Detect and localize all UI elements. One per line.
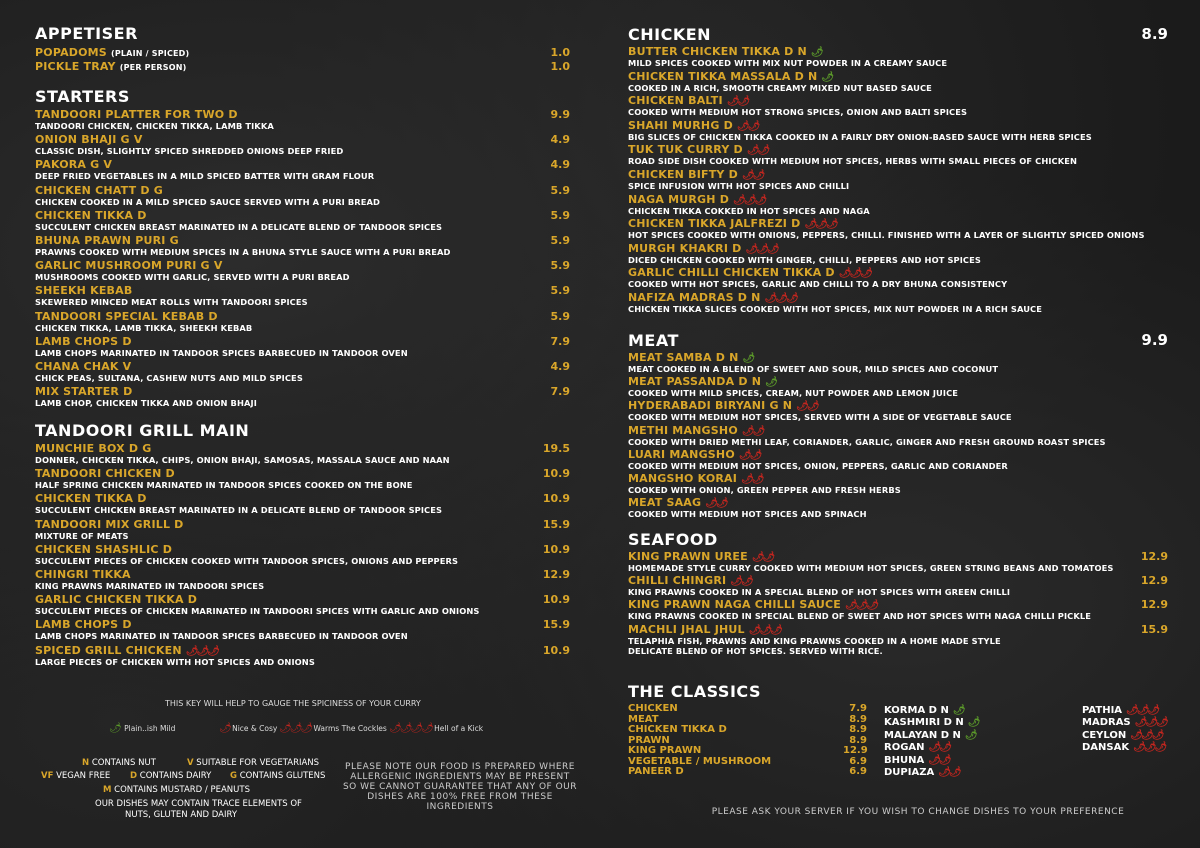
item-name: CHICKEN CHATT D G xyxy=(35,183,163,197)
item-desc: CLASSIC DISH, SLIGHTLY SPICED SHREDDED ONIONS DEEP FRIED xyxy=(35,146,344,157)
item-desc: DEEP FRIED VEGETABLES IN A MILD SPICED BATTER WITH GRAM FLOUR xyxy=(35,171,375,182)
menu-item xyxy=(35,46,570,59)
red-chili-icon: 🌶🌶 xyxy=(736,120,759,132)
spice-key-cosy xyxy=(215,723,277,734)
item-desc: SUCCULENT PIECES OF CHICKEN MARINATED IN TANDOORI SPICES WITH GARLIC AND ONIONS xyxy=(35,606,480,617)
item-desc: SKEWERED MINCED MEAT ROLLS WITH TANDOORI SPICES xyxy=(35,297,308,308)
item-desc: MEAT COOKED IN A BLEND OF SWEET AND SOUR, MILD SPICES AND COCONUT xyxy=(628,364,999,374)
classic-base-price: 8.9 xyxy=(849,713,867,725)
item-name: TANDOORI CHICKEN D xyxy=(35,467,175,481)
red-chili-icon: 🌶🌶 xyxy=(726,96,749,108)
classic-base-price: 7.9 xyxy=(849,703,867,714)
spice-key-label: Plain..ish Mild xyxy=(124,724,176,733)
item-name: GARLIC CHILLI CHICKEN TIKKA D xyxy=(628,266,835,280)
classic-style xyxy=(884,730,978,741)
item-name: CHICKEN SHASHLIC D xyxy=(35,542,173,556)
menu-item xyxy=(35,60,570,73)
item-desc: SUCCULENT CHICKEN BREAST MARINATED IN A DELICATE BLEND OF TANDOOR SPICES xyxy=(35,221,443,232)
item-desc: SUCCULENT CHICKEN BREAST MARINATED IN A DELICATE BLEND OF TANDOOR SPICES xyxy=(35,505,443,516)
red-chili-icon: 🌶🌶🌶 xyxy=(845,600,878,612)
red-chili-icon: 🌶🌶 xyxy=(741,474,763,485)
item-name: CHICKEN TIKKA D xyxy=(35,492,147,506)
green-chili-icon: 🌶 xyxy=(952,705,966,716)
classic-base-name: VEGETABLE / MUSHROOM xyxy=(628,755,772,767)
item-price: 7.9 xyxy=(550,385,570,399)
red-chili-icon: 🌶🌶 xyxy=(796,401,818,413)
menu-item xyxy=(35,158,570,181)
item-name: CHILLI CHINGRI xyxy=(628,574,727,588)
item-desc: CHICKEN TIKKA SLICES COOKED WITH HOT SPICES, MIX NUT POWDER IN A RICH SAUCE xyxy=(628,304,1043,314)
section-title-appetiser: APPETISER xyxy=(35,24,138,43)
red-chili-icon: 🌶🌶🌶🌶 xyxy=(389,723,432,734)
menu-item xyxy=(35,568,570,591)
item-desc: CHICK PEAS, SULTANA, CASHEW NUTS AND MILD SPICES xyxy=(35,373,303,383)
item-desc: LAMB CHOP, CHICKEN TIKKA AND ONION BHAJI xyxy=(35,398,257,409)
red-chili-icon: 🌶🌶 xyxy=(741,170,764,181)
item-desc: LARGE PIECES OF CHICKEN WITH HOT SPICES AND ONIONS xyxy=(35,656,315,667)
item-name: TANDOORI PLATTER FOR TWO D xyxy=(35,108,238,121)
classic-style xyxy=(1082,717,1167,728)
item-price: 12.9 xyxy=(542,568,570,581)
menu-item xyxy=(628,94,1168,117)
item-name: MANGSHO KORAI xyxy=(628,472,738,485)
menu-item xyxy=(35,209,570,232)
item-name: PAKORA G V xyxy=(35,158,113,172)
section-price-chicken: 8.9 xyxy=(1141,25,1168,43)
classic-style xyxy=(1082,730,1162,741)
item-desc: CHICKEN COOKED IN A MILD SPICED SAUCE SERVED WITH A PURI BREAD xyxy=(35,196,381,207)
menu-item xyxy=(628,399,1168,422)
menu-item xyxy=(628,242,1168,265)
item-desc: COOKED WITH MEDIUM HOT SPICES, ONION, PEPPERS, GARLIC AND CORIANDER xyxy=(628,460,1008,471)
classic-style-name: DANSAK xyxy=(1082,742,1130,754)
item-price: 4.9 xyxy=(550,158,570,172)
item-name: LAMB CHOPS D xyxy=(35,618,132,632)
classic-style xyxy=(1082,705,1158,716)
allergen-m: M CONTAINS MUSTARD / PEANUTS xyxy=(103,785,250,795)
menu-item xyxy=(628,119,1168,142)
spice-key-label: Nice & Cosy xyxy=(232,724,278,733)
menu-item xyxy=(628,496,1168,519)
menu-item xyxy=(35,108,570,131)
item-desc: HOT SPICES COOKED WITH ONIONS, PEPPERS, CHILLI. FINISHED WITH A LAYER OF SLIGHTLY SPICED ONIONS xyxy=(628,230,1145,241)
red-chili-icon: 🌶🌶🌶 xyxy=(764,293,797,304)
red-chili-icon: 🌶🌶🌶 xyxy=(1126,705,1159,716)
item-price: 15.9 xyxy=(542,517,570,531)
spice-key-label: Warms The Cockles xyxy=(313,724,387,733)
item-price: 1.0 xyxy=(550,60,570,73)
item-name: MACHLI JHAL JHUL xyxy=(628,622,745,636)
allergen-g: G CONTAINS GLUTENS xyxy=(230,771,326,781)
item-name: HYDERABADI BIRYANI G N xyxy=(628,399,793,413)
item-name: MEAT SAMBA D N xyxy=(628,351,739,364)
red-chili-icon: 🌶🌶🌶 xyxy=(733,194,766,206)
item-desc: PRAWNS COOKED WITH MEDIUM SPICES IN A BHUNA STYLE SAUCE WITH A PURI BREAD xyxy=(35,247,451,257)
menu-item xyxy=(628,351,1168,374)
item-price: 10.9 xyxy=(542,492,570,506)
menu-item xyxy=(35,310,570,333)
item-price: 12.9 xyxy=(1140,550,1168,563)
item-name: PICKLE TRAY xyxy=(35,60,116,73)
menu-item xyxy=(628,168,1168,191)
item-desc: ROAD SIDE DISH COOKED WITH MEDIUM HOT SPICES, HERBS WITH SMALL PIECES OF CHICKEN xyxy=(628,156,1078,167)
red-chili-icon: 🌶🌶 xyxy=(928,754,950,766)
item-price: 9.9 xyxy=(550,108,570,121)
item-name: KING PRAWN UREE xyxy=(628,550,748,563)
item-desc: BIG SLICES OF CHICKEN TIKKA COOKED IN A FAIRLY DRY ONION-BASED SAUCE WITH HERB SPICES xyxy=(628,131,1092,142)
note-line: ALLERGENIC INGREDIENTS MAY BE PRESENT xyxy=(350,772,570,782)
item-desc: HOMEMADE STYLE CURRY COOKED WITH MEDIUM HOT SPICES, GREEN STRING BEANS AND TOMATOES xyxy=(628,563,1114,573)
item-name: GARLIC CHICKEN TIKKA D xyxy=(35,593,198,607)
item-price: 12.9 xyxy=(1140,598,1168,612)
menu-item xyxy=(628,550,1168,573)
item-name: METHI MANGSHO xyxy=(628,423,738,437)
classic-base-name: MEAT xyxy=(628,713,659,725)
green-chili-icon: 🌶 xyxy=(964,729,978,741)
item-name: TANDOORI SPECIAL KEBAB D xyxy=(35,309,218,323)
classic-style-name: MALAYAN D N xyxy=(884,729,961,741)
section-title-grill: TANDOORI GRILL MAIN xyxy=(35,421,250,440)
item-desc: CHICKEN TIKKA, LAMB TIKKA, SHEEKH KEBAB xyxy=(35,322,253,333)
red-chili-icon: 🌶🌶 xyxy=(705,498,727,510)
item-name: TUK TUK CURRY D xyxy=(628,143,743,157)
item-sub: (PLAIN / SPICED) xyxy=(110,49,190,58)
item-price: 19.5 xyxy=(542,442,570,455)
classic-base-price: 6.9 xyxy=(849,755,867,767)
item-desc: KING PRAWNS MARINATED IN TANDOORI SPICES xyxy=(35,581,265,591)
classic-base-price: 8.9 xyxy=(849,724,867,735)
red-chili-icon: 🌶🌶🌶 xyxy=(1130,729,1163,741)
classic-style-name: BHUNA xyxy=(884,754,925,766)
classic-style-name: CEYLON xyxy=(1082,729,1127,741)
menu-item xyxy=(628,623,1168,656)
menu-item xyxy=(35,467,570,490)
spice-key-kick xyxy=(385,723,483,734)
footer-note: PLEASE ASK YOUR SERVER IF YOU WISH TO CHANGE DISHES TO YOUR PREFERENCE xyxy=(711,807,1125,817)
classic-base-name: CHICKEN xyxy=(628,703,678,714)
allergen-d: D CONTAINS DAIRY xyxy=(130,771,212,781)
classic-style-name: DUPIAZA xyxy=(884,767,935,778)
menu-item xyxy=(628,45,1168,68)
item-desc: SUCCULENT PIECES OF CHICKEN COOKED WITH TANDOOR SPICES, ONIONS AND PEPPERS xyxy=(35,555,459,566)
menu-item xyxy=(35,259,570,282)
menu-item xyxy=(628,598,1168,621)
red-chili-icon: 🌶🌶 xyxy=(938,767,960,778)
section-title-classics: THE CLASSICS xyxy=(628,682,761,701)
red-chili-icon: 🌶 xyxy=(219,723,230,734)
item-desc: COOKED WITH MILD SPICES, CREAM, NUT POWDER AND LEMON JUICE xyxy=(628,388,959,399)
menu-item xyxy=(628,291,1168,314)
trace-note-2: NUTS, GLUTEN AND DAIRY xyxy=(125,810,238,820)
red-chili-icon: 🌶🌶🌶 xyxy=(748,624,781,636)
item-name: ONION BHAJI G V xyxy=(35,133,143,147)
red-chili-icon: 🌶🌶🌶 xyxy=(185,645,218,657)
item-price: 5.9 xyxy=(550,309,570,323)
note-line: DISHES ARE 100% FREE FROM THESE INGREDIENTS xyxy=(367,792,553,812)
classic-base-price: 8.9 xyxy=(849,734,867,746)
item-price: 10.9 xyxy=(542,643,570,657)
classic-base-price: 12.9 xyxy=(843,745,868,756)
item-desc: COOKED WITH MEDIUM HOT STRONG SPICES, ONION AND BALTI SPICES xyxy=(628,107,968,118)
menu-item xyxy=(35,335,570,358)
classic-style-name: PATHIA xyxy=(1082,705,1123,716)
item-price: 5.9 xyxy=(550,208,570,222)
green-chili-icon: 🌶 xyxy=(742,353,756,364)
classic-style-name: KORMA D N xyxy=(884,705,949,716)
item-desc: TANDOORI CHICKEN, CHICKEN TIKKA, LAMB TIKKA xyxy=(35,121,274,131)
item-desc: DICED CHICKEN COOKED WITH GINGER, CHILLI, PEPPERS AND HOT SPICES xyxy=(628,254,981,265)
item-price: 4.9 xyxy=(550,360,570,373)
item-name: BUTTER CHICKEN TIKKA D N xyxy=(628,45,807,58)
item-name: MIX STARTER D xyxy=(35,385,133,399)
classic-base-price: 6.9 xyxy=(849,766,867,777)
green-chili-icon: 🌶 xyxy=(765,377,779,389)
item-desc: COOKED WITH MEDIUM HOT SPICES AND SPINACH xyxy=(628,509,867,520)
classic-style xyxy=(884,717,981,728)
item-name: CHANA CHAK V xyxy=(35,360,132,373)
classic-style xyxy=(1082,742,1165,753)
menu-item xyxy=(35,543,570,566)
item-price: 5.9 xyxy=(550,284,570,298)
item-name: KING PRAWN NAGA CHILLI SAUCE xyxy=(628,598,842,612)
menu-item xyxy=(35,518,570,541)
allergen-vf: VF VEGAN FREE xyxy=(41,771,111,781)
item-desc: COOKED WITH MEDIUM HOT SPICES, SERVED WITH A SIDE OF VEGETABLE SAUCE xyxy=(628,412,1012,423)
item-desc: COOKED WITH DRIED METHI LEAF, CORIANDER, GARLIC, GINGER AND FRESH GROUND ROAST SPICES xyxy=(628,436,1106,447)
please-note xyxy=(335,762,585,812)
classic-style-name: MADRAS xyxy=(1082,717,1131,729)
allergen-v: V SUITABLE FOR VEGETARIANS xyxy=(187,758,320,768)
menu-item xyxy=(628,472,1168,495)
item-price: 12.9 xyxy=(1140,574,1168,588)
menu-item xyxy=(35,385,570,408)
item-desc: LAMB CHOPS MARINATED IN TANDOOR SPICES BARBECUED IN TANDOOR OVEN xyxy=(35,631,408,642)
red-chili-icon: 🌶🌶🌶 xyxy=(838,268,871,280)
item-name: NAFIZA MADRAS D N xyxy=(628,291,761,304)
item-price: 5.9 xyxy=(550,183,570,197)
menu-item xyxy=(35,492,570,515)
item-name: LUARI MANGSHO xyxy=(628,447,735,461)
classic-style xyxy=(884,767,960,778)
menu-item xyxy=(35,133,570,156)
menu-item xyxy=(628,217,1168,240)
item-name: NAGA MURGH D xyxy=(628,192,730,206)
item-price: 10.9 xyxy=(542,542,570,556)
item-price: 5.9 xyxy=(550,234,570,247)
trace-note-1: OUR DISHES MAY CONTAIN TRACE ELEMENTS OF xyxy=(95,799,302,809)
item-price: 15.9 xyxy=(1140,622,1168,636)
item-name: MURGH KHAKRI D xyxy=(628,241,742,255)
item-price: 7.9 xyxy=(550,334,570,348)
red-chili-icon: 🌶🌶🌶 xyxy=(1133,742,1166,754)
item-desc: DONNER, CHICKEN TIKKA, CHIPS, ONION BHAJI, SAMOSAS, MASSALA SAUCE AND NAAN xyxy=(35,455,450,465)
item-price: 10.9 xyxy=(542,593,570,607)
menu-item xyxy=(628,70,1168,93)
item-name: CHICKEN TIKKA D xyxy=(35,208,147,222)
menu-item xyxy=(628,266,1168,289)
note-line: PLEASE NOTE OUR FOOD IS PREPARED WHERE xyxy=(345,762,575,772)
green-chili-icon: 🌶 xyxy=(810,47,824,58)
item-price: 15.9 xyxy=(542,618,570,632)
spice-key-label: Hell of a Kick xyxy=(434,724,484,733)
classic-style xyxy=(884,742,950,753)
item-desc: DELICATE BLEND OF HOT SPICES. SERVED WITH RICE. xyxy=(628,645,883,656)
item-price: 5.9 xyxy=(550,259,570,273)
classic-base-name: KING PRAWN xyxy=(628,745,702,756)
spice-key-mild xyxy=(105,723,175,734)
menu-item xyxy=(628,424,1168,447)
classic-style xyxy=(884,755,950,766)
item-price: 4.9 xyxy=(550,133,570,147)
classic-base-name: PANEER D xyxy=(628,766,684,777)
item-sub: (PER PERSON) xyxy=(119,63,187,72)
menu-item xyxy=(35,618,570,641)
item-desc: MUSHROOMS COOKED WITH GARLIC, SERVED WITH A PURI BREAD xyxy=(35,272,350,283)
red-chili-icon: 🌶🌶🌶 xyxy=(745,243,778,255)
note-line: SO WE CANNOT GUARANTEE THAT ANY OF OUR xyxy=(342,782,578,792)
classic-base-name: CHICKEN TIKKA D xyxy=(628,724,727,735)
item-desc: HALF SPRING CHICKEN MARINATED IN TANDOOR SPICES COOKED ON THE BONE xyxy=(35,480,413,491)
item-name: CHINGRI TIKKA xyxy=(35,568,131,581)
item-name: LAMB CHOPS D xyxy=(35,334,132,348)
menu-item xyxy=(35,593,570,616)
item-name: MEAT PASSANDA D N xyxy=(628,375,762,389)
menu-item xyxy=(35,184,570,207)
item-name: GARLIC MUSHROOM PURI G V xyxy=(35,259,223,273)
item-desc: TELAPHIA FISH, PRAWNS AND KING PRAWNS COOKED IN A HOME MADE STYLE xyxy=(628,635,1001,646)
item-price: 1.0 xyxy=(550,46,570,59)
classic-style-name: KASHMIRI D N xyxy=(884,717,964,729)
item-name: BHUNA PRAWN PURI G xyxy=(35,234,179,247)
item-name: SHEEKH KEBAB xyxy=(35,284,133,298)
item-desc: CHICKEN TIKKA COKKED IN HOT SPICES AND NAGA xyxy=(628,205,870,216)
red-chili-icon: 🌶🌶 xyxy=(928,742,950,754)
item-desc: LAMB CHOPS MARINATED IN TANDOOR SPICES BARBECUED IN TANDOOR OVEN xyxy=(35,347,408,358)
item-desc: COOKED IN A RICH, SMOOTH CREAMY MIXED NUT BASED SAUCE xyxy=(628,82,932,93)
item-price: 10.9 xyxy=(542,467,570,481)
item-name: MUNCHIE BOX D G xyxy=(35,442,152,455)
menu-item xyxy=(628,375,1168,398)
green-chili-icon: 🌶 xyxy=(821,71,835,83)
section-price-meat: 9.9 xyxy=(1141,331,1168,349)
item-name: SHAHI MURHG D xyxy=(628,118,733,132)
item-name: TANDOORI MIX GRILL D xyxy=(35,517,184,531)
menu-item xyxy=(35,234,570,257)
green-chili-icon: 🌶 xyxy=(967,717,981,729)
red-chili-icon: 🌶🌶🌶 xyxy=(1134,717,1167,729)
item-name: MEAT SAAG xyxy=(628,496,702,510)
item-name: POPADOMS xyxy=(35,46,107,59)
menu-item xyxy=(35,442,570,465)
menu-item xyxy=(628,448,1168,471)
allergen-n: N CONTAINS NUT xyxy=(82,758,156,768)
item-name: CHICKEN BALTI xyxy=(628,94,723,108)
item-desc: KING PRAWNS COOKED IN A SPECIAL BLEND OF HOT SPICES WITH GREEN CHILLI xyxy=(628,587,1011,598)
red-chili-icon: 🌶🌶 xyxy=(741,425,764,437)
menu-item xyxy=(628,193,1168,216)
spice-key-cockles xyxy=(275,723,387,734)
item-desc: COOKED WITH HOT SPICES, GARLIC AND CHILLI TO A DRY BHUNA CONSISTENCY xyxy=(628,279,1008,290)
classic-base-name: PRAWN xyxy=(628,734,670,746)
section-title-chicken: CHICKEN xyxy=(628,25,712,44)
red-chili-icon: 🌶🌶🌶 xyxy=(279,723,312,734)
item-name: SPICED GRILL CHICKEN xyxy=(35,643,182,657)
red-chili-icon: 🌶🌶 xyxy=(746,145,769,157)
item-desc: MIXTURE OF MEATS xyxy=(35,530,129,541)
classic-style xyxy=(884,705,966,716)
red-chili-icon: 🌶🌶 xyxy=(730,576,752,588)
red-chili-icon: 🌶🌶 xyxy=(738,449,761,461)
section-title-seafood: SEAFOOD xyxy=(628,530,718,549)
menu-item xyxy=(628,143,1168,166)
item-name: CHICKEN TIKKA MASSALA D N xyxy=(628,69,818,83)
item-name: CHICKEN TIKKA JALFREZI D xyxy=(628,217,801,231)
section-title-starters: STARTERS xyxy=(35,87,130,106)
menu-item xyxy=(628,574,1168,597)
red-chili-icon: 🌶🌶🌶 xyxy=(804,219,837,231)
classic-style-name: ROGAN xyxy=(884,742,925,754)
menu-item xyxy=(35,644,570,667)
spice-key-intro: THIS KEY WILL HELP TO GAUGE THE SPICINESS OF YOUR CURRY xyxy=(165,699,421,708)
item-name: CHICKEN BIFTY D xyxy=(628,168,738,181)
item-desc: MILD SPICES COOKED WITH MIX NUT POWDER IN A CREAMY SAUCE xyxy=(628,58,948,68)
section-title-meat: MEAT xyxy=(628,331,679,350)
menu-item xyxy=(35,360,570,383)
item-desc: SPICE INFUSION WITH HOT SPICES AND CHILLI xyxy=(628,181,850,191)
red-chili-icon: 🌶🌶 xyxy=(751,552,774,563)
green-chili-icon: 🌶 xyxy=(109,723,122,734)
item-desc: COOKED WITH ONION, GREEN PEPPER AND FRESH HERBS xyxy=(628,485,901,495)
item-desc: KING PRAWNS COOKED IN SPECIAL BLEND OF SWEET AND HOT SPICES WITH NAGA CHILLI PICKLE xyxy=(628,611,1092,622)
menu-item xyxy=(35,284,570,307)
